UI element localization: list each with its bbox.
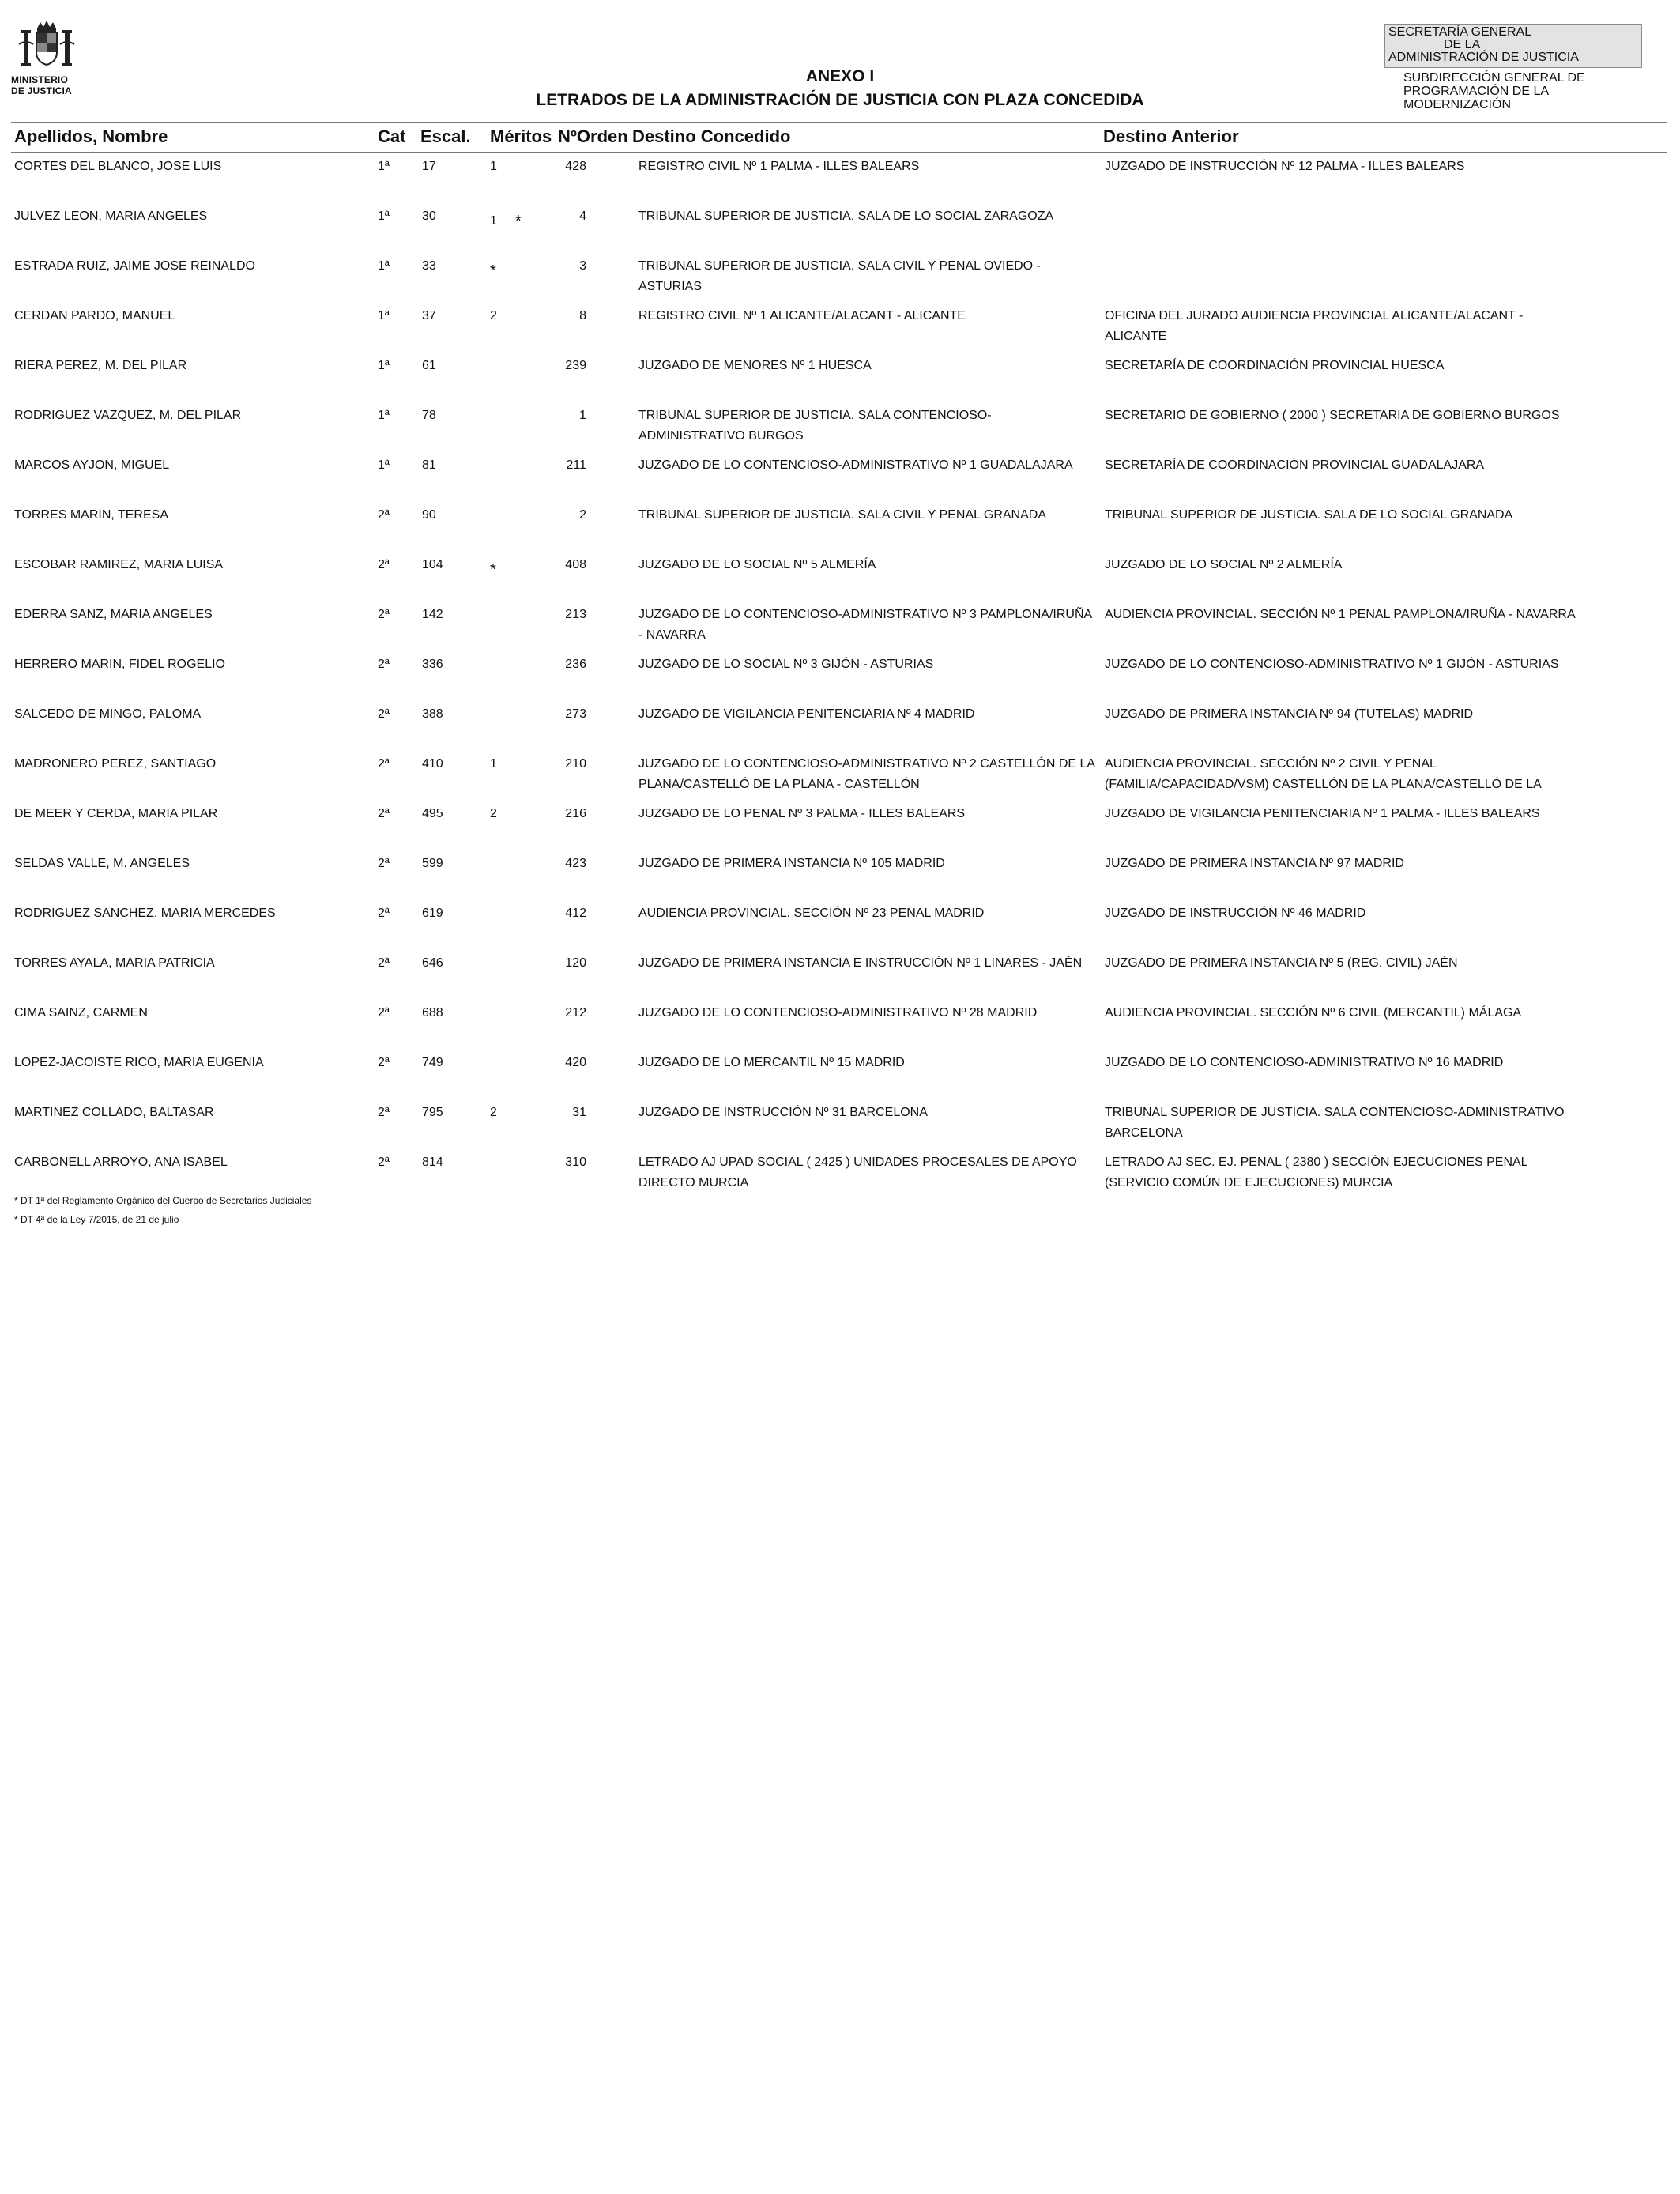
col-header-anterior: Destino Anterior — [1103, 126, 1239, 146]
coat-of-arms-icon — [16, 21, 77, 73]
cell-prev: AUDIENCIA PROVINCIAL. SECCIÓN Nº 6 CIVIL (MERCANTIL) MÁLAGA — [1105, 1006, 1522, 1020]
cell-prev: JUZGADO DE LO CONTENCIOSO-ADMINISTRATIVO Nº 1 GIJÓN - ASTURIAS — [1105, 658, 1559, 671]
cell-name: ESCOBAR RAMIREZ, MARIA LUISA — [14, 558, 224, 571]
cell-prev: JUZGADO DE PRIMERA INSTANCIA Nº 97 MADRID — [1105, 857, 1404, 870]
cell-mer: 1 — [490, 214, 497, 228]
cell-dest: JUZGADO DE LO SOCIAL Nº 5 ALMERÍA — [638, 558, 876, 571]
cell-mer: 2 — [490, 309, 497, 322]
cell-mer: 2 — [490, 807, 497, 820]
cell-ord: 210 — [565, 757, 586, 771]
cell-esc: 17 — [422, 160, 436, 173]
cell-esc: 599 — [422, 857, 443, 870]
cell-ord: 310 — [565, 1155, 586, 1169]
cell-esc: 142 — [422, 608, 443, 621]
cell-ord: 273 — [565, 707, 586, 721]
cell-dest: REGISTRO CIVIL Nº 1 ALICANTE/ALACANT - ALICANTE — [638, 309, 966, 322]
footnote-2: * DT 4ª de la Ley 7/2015, de 21 de julio — [14, 1214, 179, 1225]
cell-name: CIMA SAINZ, CARMEN — [14, 1006, 148, 1020]
cell-esc: 81 — [422, 458, 436, 472]
cell-star: * — [515, 213, 522, 230]
cell-dest: TRIBUNAL SUPERIOR DE JUSTICIA. SALA CIVIL Y PENAL GRANADA — [638, 508, 1046, 522]
cell-ord: 211 — [566, 458, 586, 472]
cell-dest: REGISTRO CIVIL Nº 1 PALMA - ILLES BALEARS — [638, 160, 920, 173]
cell-prev: AUDIENCIA PROVINCIAL. SECCIÓN Nº 2 CIVIL Y PENAL (FAMILIA/CAPACIDAD/VSM) CASTELLÓN DE LA PLANA/CASTELLÓ DE LA — [1105, 757, 1542, 791]
cell-cat: 1ª — [378, 160, 390, 173]
cell-esc: 104 — [422, 558, 443, 571]
cell-name: SELDAS VALLE, M. ANGELES — [14, 857, 190, 870]
cell-prev: TRIBUNAL SUPERIOR DE JUSTICIA. SALA CONTENCIOSO-ADMINISTRATIVO BARCELONA — [1105, 1106, 1565, 1140]
cell-cat: 2ª — [378, 1056, 390, 1069]
cell-dest: JUZGADO DE MENORES Nº 1 HUESCA — [638, 359, 872, 372]
cell-name: JULVEZ LEON, MARIA ANGELES — [14, 209, 208, 223]
cell-ord: 4 — [579, 209, 586, 223]
cell-name: HERRERO MARIN, FIDEL ROGELIO — [14, 658, 225, 671]
cell-dest: TRIBUNAL SUPERIOR DE JUSTICIA. SALA CIVIL Y PENAL OVIEDO - ASTURIAS — [638, 259, 1041, 293]
cell-cat: 2ª — [378, 608, 390, 621]
cell-esc: 619 — [422, 907, 443, 920]
cell-cat: 2ª — [378, 807, 390, 820]
cell-ord: 213 — [565, 608, 586, 621]
cell-dest: JUZGADO DE LO MERCANTIL Nº 15 MADRID — [638, 1056, 905, 1069]
cell-cat: 2ª — [378, 508, 390, 522]
cell-esc: 495 — [422, 807, 443, 820]
cell-mer: 1 — [490, 160, 497, 173]
cell-dest: TRIBUNAL SUPERIOR DE JUSTICIA. SALA DE LO SOCIAL ZARAGOZA — [638, 209, 1054, 223]
cell-name: RIERA PEREZ, M. DEL PILAR — [14, 359, 187, 372]
cell-cat: 1ª — [378, 309, 390, 322]
cell-ord: 239 — [565, 359, 586, 372]
cell-dest: JUZGADO DE LO CONTENCIOSO-ADMINISTRATIVO Nº 28 MADRID — [638, 1006, 1038, 1020]
cell-dest: JUZGADO DE LO CONTENCIOSO-ADMINISTRATIVO Nº 1 GUADALAJARA — [638, 458, 1073, 472]
cell-prev: SECRETARIO DE GOBIERNO ( 2000 ) SECRETARIA DE GOBIERNO BURGOS — [1105, 409, 1560, 422]
cell-mer: 1 — [490, 757, 497, 771]
cell-cat: 2ª — [378, 956, 390, 970]
cell-ord: 428 — [565, 160, 586, 173]
column-header-divider — [11, 152, 1667, 153]
cell-esc: 90 — [422, 508, 436, 522]
cell-esc: 795 — [422, 1106, 443, 1119]
cell-cat: 2ª — [378, 707, 390, 721]
cell-dest: JUZGADO DE INSTRUCCIÓN Nº 31 BARCELONA — [638, 1106, 928, 1119]
cell-dest: JUZGADO DE LO PENAL Nº 3 PALMA - ILLES BALEARS — [638, 807, 966, 820]
cell-esc: 410 — [422, 757, 443, 771]
cell-prev: JUZGADO DE LO SOCIAL Nº 2 ALMERÍA — [1105, 558, 1343, 571]
cell-prev: AUDIENCIA PROVINCIAL. SECCIÓN Nº 1 PENAL PAMPLONA/IRUÑA - NAVARRA — [1105, 608, 1576, 621]
cell-cat: 1ª — [378, 409, 390, 422]
cell-name: MARCOS AYJON, MIGUEL — [14, 458, 170, 472]
cell-esc: 61 — [422, 359, 436, 372]
cell-prev: LETRADO AJ SEC. EJ. PENAL ( 2380 ) SECCIÓN EJECUCIONES PENAL (SERVICIO COMÚN DE EJECUCIONES) MURCIA — [1105, 1155, 1527, 1189]
cell-mer: * — [490, 262, 496, 280]
cell-cat: 2ª — [378, 857, 390, 870]
cell-esc: 78 — [422, 409, 436, 422]
cell-ord: 2 — [579, 508, 586, 522]
cell-prev: SECRETARÍA DE COORDINACIÓN PROVINCIAL GUADALAJARA — [1105, 458, 1485, 472]
cell-ord: 3 — [579, 259, 586, 273]
secretaria-box: SECRETARÍA GENERAL DE LA ADMINISTRACIÓN DE JUSTICIA — [1384, 24, 1642, 68]
cell-name: MARTINEZ COLLADO, BALTASAR — [14, 1106, 214, 1119]
cell-dest: LETRADO AJ UPAD SOCIAL ( 2425 ) UNIDADES PROCESALES DE APOYO DIRECTO MURCIA — [638, 1155, 1077, 1189]
cell-name: ESTRADA RUIZ, JAIME JOSE REINALDO — [14, 259, 255, 273]
footnote-1: * DT 1ª del Reglamento Orgánico del Cuerpo de Secretarios Judiciales — [14, 1195, 312, 1206]
cell-prev: OFICINA DEL JURADO AUDIENCIA PROVINCIAL ALICANTE/ALACANT - ALICANTE — [1105, 309, 1524, 343]
col-header-cat: Cat — [378, 126, 406, 146]
cell-cat: 2ª — [378, 1106, 390, 1119]
cell-ord: 120 — [565, 956, 586, 970]
cell-ord: 412 — [565, 907, 586, 920]
cell-ord: 31 — [572, 1106, 586, 1119]
page-title: LETRADOS DE LA ADMINISTRACIÓN DE JUSTICIA CON PLAZA CONCEDIDA — [536, 91, 1144, 109]
cell-ord: 423 — [565, 857, 586, 870]
cell-name: RODRIGUEZ VAZQUEZ, M. DEL PILAR — [14, 409, 242, 422]
cell-dest: JUZGADO DE LO SOCIAL Nº 3 GIJÓN - ASTURIAS — [638, 658, 934, 671]
cell-ord: 212 — [565, 1006, 586, 1020]
cell-cat: 2ª — [378, 658, 390, 671]
cell-ord: 420 — [565, 1056, 586, 1069]
cell-prev: JUZGADO DE INSTRUCCIÓN Nº 12 PALMA - ILLES BALEARS — [1105, 160, 1465, 173]
cell-esc: 646 — [422, 956, 443, 970]
cell-dest: JUZGADO DE LO CONTENCIOSO-ADMINISTRATIVO Nº 2 CASTELLÓN DE LA PLANA/CASTELLÓ DE LA PLANA - CASTELLÓN — [638, 757, 1095, 791]
cell-cat: 2ª — [378, 1155, 390, 1169]
cell-cat: 2ª — [378, 757, 390, 771]
cell-prev: TRIBUNAL SUPERIOR DE JUSTICIA. SALA DE LO SOCIAL GRANADA — [1105, 508, 1513, 522]
cell-cat: 1ª — [378, 259, 390, 273]
cell-name: RODRIGUEZ SANCHEZ, MARIA MERCEDES — [14, 907, 276, 920]
cell-dest: AUDIENCIA PROVINCIAL. SECCIÓN Nº 23 PENAL MADRID — [638, 907, 985, 920]
cell-prev: JUZGADO DE PRIMERA INSTANCIA Nº 94 (TUTELAS) MADRID — [1105, 707, 1474, 721]
header-divider — [11, 122, 1667, 123]
cell-dest: JUZGADO DE VIGILANCIA PENITENCIARIA Nº 4 MADRID — [638, 707, 975, 721]
cell-ord: 408 — [565, 558, 586, 571]
cell-name: SALCEDO DE MINGO, PALOMA — [14, 707, 202, 721]
cell-dest: JUZGADO DE PRIMERA INSTANCIA Nº 105 MADRID — [638, 857, 945, 870]
col-header-destino: Destino Concedido — [632, 126, 791, 146]
cell-esc: 336 — [422, 658, 443, 671]
cell-name: EDERRA SANZ, MARIA ANGELES — [14, 608, 213, 621]
cell-ord: 216 — [565, 807, 586, 820]
col-header-name: Apellidos, Nombre — [14, 126, 168, 146]
subdireccion-label: SUBDIRECCIÓN GENERAL DE PROGRAMACIÓN DE LA MODERNIZACIÓN — [1403, 71, 1585, 111]
cell-cat: 2ª — [378, 558, 390, 571]
cell-name: TORRES AYALA, MARIA PATRICIA — [14, 956, 215, 970]
cell-name: CARBONELL ARROYO, ANA ISABEL — [14, 1155, 228, 1169]
cell-name: CORTES DEL BLANCO, JOSE LUIS — [14, 160, 222, 173]
cell-esc: 388 — [422, 707, 443, 721]
cell-prev: JUZGADO DE LO CONTENCIOSO-ADMINISTRATIVO Nº 16 MADRID — [1105, 1056, 1504, 1069]
cell-ord: 8 — [579, 309, 586, 322]
cell-prev: JUZGADO DE VIGILANCIA PENITENCIARIA Nº 1 PALMA - ILLES BALEARS — [1105, 807, 1540, 820]
col-header-orden: NºOrden — [558, 126, 628, 146]
cell-cat: 1ª — [378, 458, 390, 472]
cell-name: MADRONERO PEREZ, SANTIAGO — [14, 757, 217, 771]
cell-cat: 2ª — [378, 1006, 390, 1020]
cell-name: LOPEZ-JACOISTE RICO, MARIA EUGENIA — [14, 1056, 264, 1069]
cell-name: TORRES MARIN, TERESA — [14, 508, 168, 522]
cell-esc: 33 — [422, 259, 436, 273]
annex-label: ANEXO I — [805, 67, 875, 85]
cell-cat: 1ª — [378, 209, 390, 223]
cell-ord: 1 — [579, 409, 586, 422]
cell-name: CERDAN PARDO, MANUEL — [14, 309, 175, 322]
cell-name: DE MEER Y CERDA, MARIA PILAR — [14, 807, 218, 820]
cell-cat: 2ª — [378, 907, 390, 920]
cell-prev: JUZGADO DE INSTRUCCIÓN Nº 46 MADRID — [1105, 907, 1366, 920]
cell-esc: 30 — [422, 209, 436, 223]
logo-text: MINISTERIO DE JUSTICIA — [11, 74, 72, 96]
cell-dest: JUZGADO DE LO CONTENCIOSO-ADMINISTRATIVO Nº 3 PAMPLONA/IRUÑA - NAVARRA — [638, 608, 1092, 642]
cell-cat: 1ª — [378, 359, 390, 372]
cell-prev: JUZGADO DE PRIMERA INSTANCIA Nº 5 (REG. CIVIL) JAÉN — [1105, 956, 1458, 970]
cell-mer: * — [490, 561, 496, 579]
cell-mer: 2 — [490, 1106, 497, 1119]
cell-dest: JUZGADO DE PRIMERA INSTANCIA E INSTRUCCIÓN Nº 1 LINARES - JAÉN — [638, 956, 1083, 970]
cell-esc: 37 — [422, 309, 436, 322]
cell-prev: SECRETARÍA DE COORDINACIÓN PROVINCIAL HUESCA — [1105, 359, 1445, 372]
cell-esc: 688 — [422, 1006, 443, 1020]
cell-ord: 236 — [565, 658, 586, 671]
col-header-meritos: Méritos — [490, 126, 552, 146]
cell-esc: 749 — [422, 1056, 443, 1069]
col-header-esc: Escal. — [420, 126, 471, 146]
cell-esc: 814 — [422, 1155, 443, 1169]
cell-dest: TRIBUNAL SUPERIOR DE JUSTICIA. SALA CONTENCIOSO-ADMINISTRATIVO BURGOS — [638, 409, 992, 443]
